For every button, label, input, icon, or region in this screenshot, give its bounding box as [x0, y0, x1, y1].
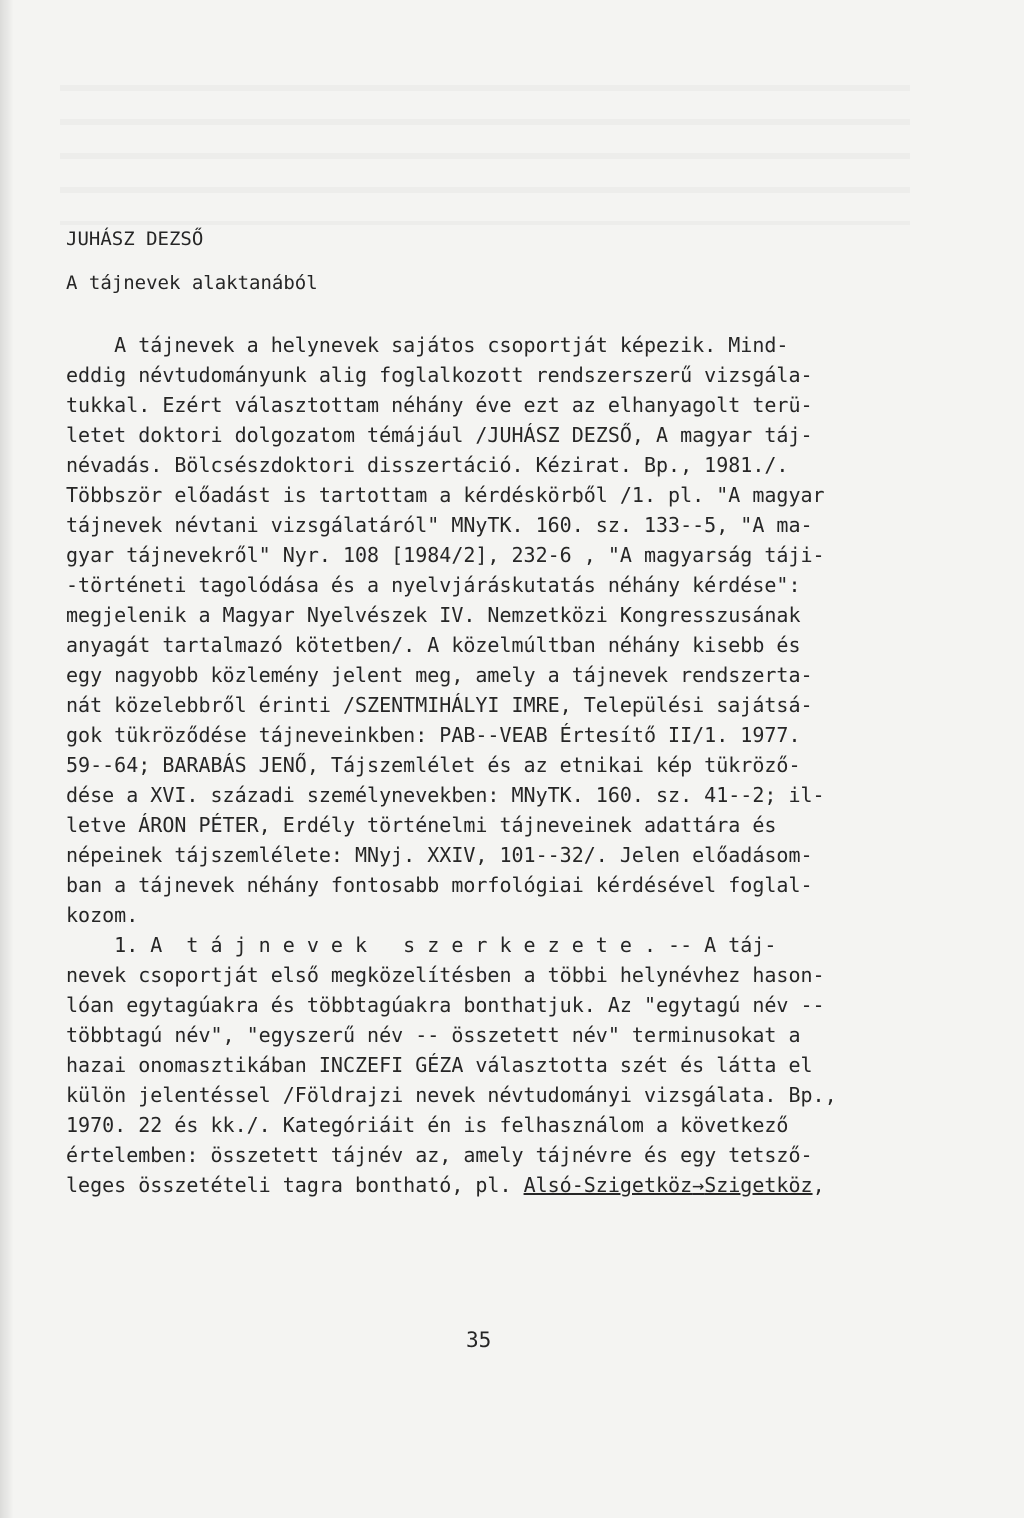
text-line: kozom. [66, 903, 139, 927]
text-line: egy nagyobb közlemény jelent meg, amely a tájnevek rendszerta- [66, 663, 813, 687]
section-heading-line: 1. A t á j n e v e k s z e r k e z e t e . -- A táj- [66, 933, 777, 957]
text-line: Többször előadást is tartottam a kérdéskörből /1. pl. "A magyar [66, 483, 825, 507]
text-line: többtagú név", "egyszerű név -- összetett név" terminusokat a [66, 1023, 801, 1047]
text-line: tukkal. Ezért választottam néhány éve ezt az elhanyagolt terü- [66, 393, 813, 417]
example-compound-name: Alsó-Szigetköz [523, 1173, 693, 1197]
bleed-through-text [60, 85, 910, 225]
text-line: nevek csoportját első megközelítésben a többi helynévhez hason- [66, 963, 825, 987]
text-line: 59--64; BARABÁS JENŐ, Tájszemlélet és az etnikai kép tükröző- [66, 753, 801, 777]
text-line: népeinek tájszemlélete: MNyj. XXIV, 101--32/. Jelen előadásom- [66, 843, 813, 867]
arrow-icon: → [692, 1173, 705, 1197]
last-line-text: leges összetételi tagra bontható, pl. [66, 1173, 524, 1197]
text-line: nát közelebbről érinti /SZENTMIHÁLYI IMRE, Települési sajátsá- [66, 693, 813, 717]
example-base-name: Szigetköz [704, 1173, 813, 1197]
text-line: értelemben: összetett tájnév az, amely tájnévre és egy tetsző- [66, 1143, 813, 1167]
text-line: -történeti tagolódása és a nyelvjáráskutatás néhány kérdése": [66, 573, 801, 597]
scan-edge-shadow [0, 0, 14, 1518]
text-line: gok tükröződése tájneveinkben: PAB--VEAB Értesítő II/1. 1977. [66, 723, 801, 747]
text-line: tájnevek névtani vizsgálatáról" MNyTK. 160. sz. 133--5, "A ma- [66, 513, 813, 537]
article-title: A tájnevek alaktanából [66, 272, 318, 294]
text-line: eddig névtudományunk alig foglalkozott rendszerszerű vizsgála- [66, 363, 813, 387]
text-line: letet doktori dolgozatom témájául /JUHÁSZ DEZSŐ, A magyar táj- [66, 423, 813, 447]
body-text [66, 330, 906, 1200]
text-line: gyar tájnevekről" Nyr. 108 [1984/2], 232-6 , "A magyarság táji- [66, 543, 825, 567]
text-line: A tájnevek a helynevek sajátos csoportját képezik. Mind- [66, 333, 789, 357]
page-number: 35 [466, 1328, 492, 1352]
text-line: anyagát tartalmazó kötetben/. A közelmúltban néhány kisebb és [66, 633, 801, 657]
text-line: megjelenik a Magyar Nyelvészek IV. Nemzetközi Kongresszusának [66, 603, 801, 627]
author-name: JUHÁSZ DEZSŐ [66, 228, 204, 250]
trailing-comma: , [812, 1173, 825, 1197]
text-line: külön jelentéssel /Földrajzi nevek névtudományi vizsgálata. Bp., [66, 1083, 837, 1107]
text-line-last [66, 1170, 906, 1200]
text-line: letve ÁRON PÉTER, Erdély történelmi tájneveinek adattára és [66, 813, 777, 837]
text-line: dése a XVI. századi személynevekben: MNyTK. 160. sz. 41--2; il- [66, 783, 825, 807]
text-line: 1970. 22 és kk./. Kategóriáit én is felhasználom a következő [66, 1113, 789, 1137]
text-line: hazai onomasztikában INCZEFI GÉZA választotta szét és látta el [66, 1053, 813, 1077]
text-line: névadás. Bölcsészdoktori disszertáció. Kézirat. Bp., 1981./. [66, 453, 789, 477]
text-line: lóan egytagúakra és többtagúakra bonthatjuk. Az "egytagú név -- [66, 993, 825, 1017]
text-line: ban a tájnevek néhány fontosabb morfológiai kérdésével foglal- [66, 873, 813, 897]
